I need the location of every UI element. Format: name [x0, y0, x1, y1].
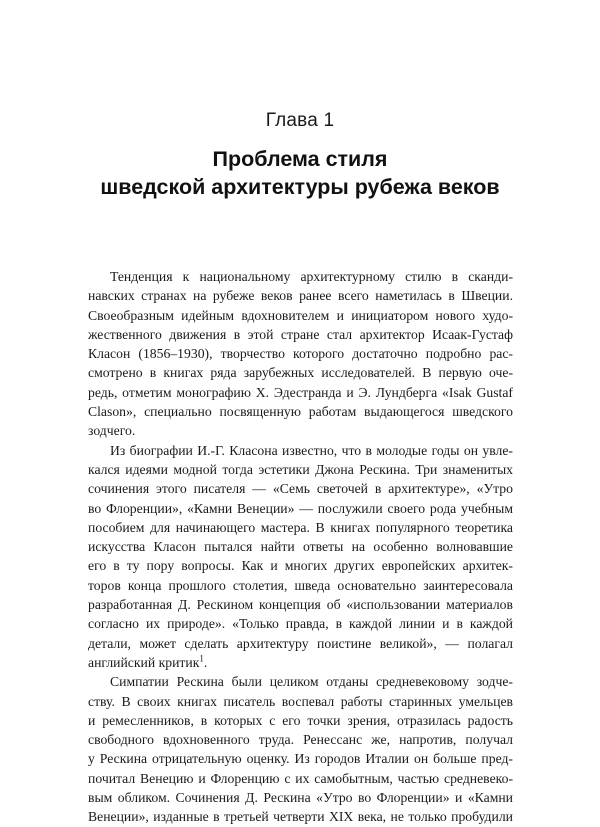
text-line: Тенденция к национальному архитектурному стилю в сканди- — [110, 269, 513, 284]
text-line: согласно их природе». «Только правда, в каждой линии и в каждой — [88, 616, 513, 632]
text-line: Clason», специально посвященную работам выдающегося шведского — [88, 404, 513, 420]
text-line: разработанная Д. Рескином концепция об «использовании материалов — [88, 597, 513, 613]
text-line: торов конца прошлого столетия, шведа основательно заинтересовала — [88, 577, 513, 593]
text-line: свободного вдохновенного труда. Ренессанс же, напротив, получал — [88, 732, 513, 748]
text-line: Симпатии Рескина были целиком отданы средневековому зодче- — [110, 674, 513, 690]
text-line: Венеции», изданные в третьей четверти XIX века, не только пробудили — [88, 809, 513, 825]
chapter-label: Глава 1 — [265, 110, 335, 131]
text-line: и ремесленников, в которых с его точки зрения, отразилась радость — [88, 712, 513, 728]
text-line: пособием для начинающего мастера. В книгах популярного теоретика — [88, 519, 513, 535]
footnote-marker[interactable]: 1 — [199, 653, 204, 664]
text-line: сочинения этого писателя — «Семь светочей в архитектуре», «Утро — [88, 481, 513, 497]
chapter-title-line: Проблема стиля — [212, 147, 388, 171]
text-line — [88, 653, 513, 672]
body-text — [88, 267, 513, 827]
text-line: у Рескина отрицательную оценку. Из городов Италии он больше пред- — [88, 751, 513, 767]
text-line: вым обликом. Сочинения Д. Рескина «Утро во Флоренции» и «Камни — [88, 790, 513, 806]
text-line: его в ту пору вопросы. Как и многих других европейских архитек- — [88, 558, 513, 574]
text-line: искусства Класон пытался найти ответы на особенно волновавшие — [88, 539, 513, 555]
text-line: ству. В своих книгах писатель воспевал работы старинных умельцев — [88, 693, 513, 709]
text-line-period: . — [203, 654, 208, 670]
chapter-title — [0, 145, 600, 201]
chapter-title-line: шведской архитектуры рубежа веков — [100, 175, 500, 199]
text-line: редь, отметим монографию Х. Эдестранда и Э. Лундберга «Isak Gustaf — [88, 384, 513, 400]
text-line: почитал Венецию и Флоренцию с их самобытным, частью средневеко- — [88, 770, 513, 786]
text-line: смотрено в книгах ряда зарубежных исследователей. В первую оче- — [88, 365, 513, 381]
text-line: кался идеями модной тогда эстетики Джона Рескина. Три знаменитых — [88, 461, 513, 477]
text-line-content: английский критик — [88, 654, 200, 670]
text-line: во Флоренции», «Камни Венеции» — послужили своего рода учебным — [88, 500, 513, 516]
text-line: зодчего. — [88, 423, 136, 439]
text-line: Из биографии И.-Г. Класона известно, что в молодые годы он увле- — [110, 442, 513, 458]
text-line: Своеобразным идейным вдохновителем и инициатором нового худо- — [88, 307, 513, 323]
text-line: Класон (1856–1930), творчество которого достаточно подробно рас- — [88, 346, 513, 362]
text-line: жественного движения в этой стране стал архитектор Исаак-Густаф — [88, 326, 513, 342]
text-line: детали, может сделать архитектуру поистине великой», — полагал — [88, 635, 513, 651]
text-line: навских странах на рубеже веков ранее всего наметилась в Швеции. — [88, 288, 513, 304]
